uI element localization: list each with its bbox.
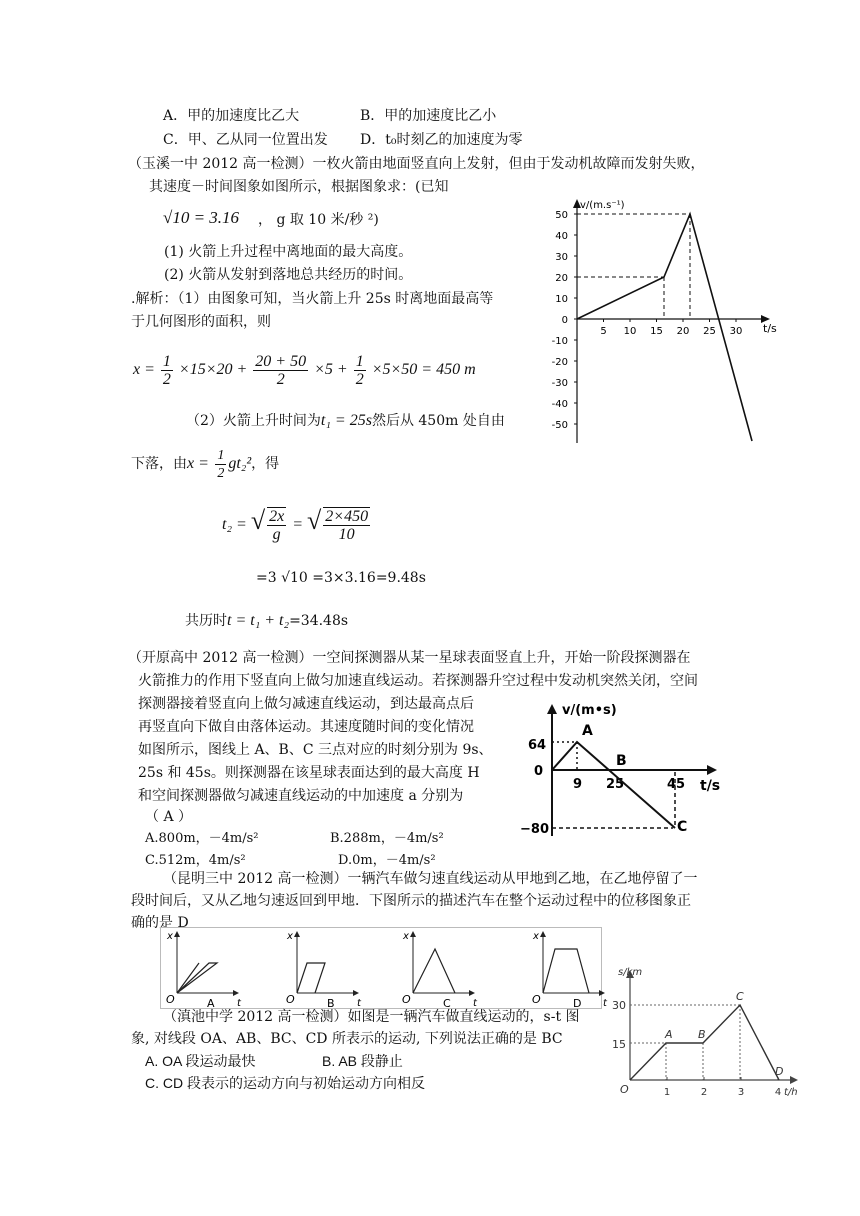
q4-graph-x-label: x (403, 931, 409, 942)
chart3-origin: O (620, 1083, 629, 1096)
chart1-xtick-label: 25 (703, 326, 716, 337)
q3-line7: 和空间探测器做匀减速直线运动的中加速度 a 分别为 (138, 788, 464, 804)
q3-line4: 再竖直向下做自由落体运动。其速度随时间的变化情况 (138, 719, 474, 735)
q2-line2: 其速度－时间图象如图所示，根据图象求：(已知 (149, 179, 449, 195)
q3-line1: （开原高中 2012 高一检测）一空间探测器从某一星球表面竖直上升，开始一阶段探测器在 (128, 650, 691, 666)
q2-equation-x: x = $\frac{1}{2}$ ×15×20 + $\frac{20 + 50}{2}$ ×5 + $\frac{1}{2}$ ×5×50 = 450 m (133, 352, 476, 388)
q3-option-c: C.512m，4m/s² (145, 853, 246, 868)
chart1-ytick-label: 0 (561, 315, 568, 326)
chart3-xtick-label: 4 (774, 1087, 782, 1098)
chart1-ytick-label: 20 (555, 273, 568, 284)
chart1-ytick-label: -50 (551, 420, 568, 431)
q4-graph-origin: O (166, 993, 175, 1006)
q2-ask2: (2) 火箭从发射到落地总共经历的时间。 (164, 267, 413, 283)
chart3-xtick-label: 2 (700, 1087, 708, 1098)
chart1-ytick-label: 40 (555, 231, 568, 242)
point-b-label: B (616, 753, 627, 769)
q3-line2: 火箭推力的作用下竖直向上做匀加速直线运动。若探测器升空过程中发动机突然关闭，空间 (138, 673, 698, 689)
q5-line1: （滇池中学 2012 高一检测）如图是一辆汽车做直线运动的，s-t 图 (163, 1009, 580, 1025)
q1-option-d: D．t₀时刻乙的加速度为零 (360, 132, 523, 148)
q5-option-c: C. CD 段表示的运动方向与初始运动方向相反 (145, 1075, 425, 1091)
chart2-tick-0: 0 (534, 764, 544, 779)
q4-graph-line (413, 949, 455, 993)
car-st-chart (612, 965, 802, 1099)
chart2-tick-64: 64 (528, 738, 547, 753)
q4-graph-line (297, 963, 325, 993)
chart1-ytick-label: -30 (551, 378, 568, 389)
q4-graph-origin: O (402, 993, 411, 1006)
q2-total-time: 共历时t = t₁ + t₂=34.48s (185, 612, 349, 629)
chart2-ylabel: v/(m•s) (562, 703, 617, 718)
q5-option-a: A. OA 段运动最快 (145, 1053, 256, 1069)
chart3-tick-30: 30 (612, 999, 626, 1012)
q3-option-b: B.288m，－4m/s² (330, 831, 444, 846)
q3-line3: 探测器接着竖直向上做匀减速直线运动，到达最高点后 (138, 696, 474, 712)
q4-graph-line (543, 949, 589, 993)
chart1-ytick-label: -10 (551, 336, 568, 347)
q4-graph-t-label: t (473, 998, 477, 1009)
q4-graph-t-label: t (237, 998, 241, 1009)
probe-vt-chart (520, 700, 720, 840)
q4-line2: 段时间后，又从乙地匀速返回到甲地．下图所示的描述汽车在整个运动过程中的位移图象正 (131, 893, 691, 909)
chart1-xtick-label: 15 (650, 326, 663, 337)
q5-line2: 象, 对线段 OA、AB、BC、CD 所表示的运动, 下列说法正确的是 BC (131, 1031, 563, 1047)
q4-graph-line (177, 963, 199, 993)
q2-line1: （玉溪一中 2012 高一检测）一枚火箭由地面竖直向上发射，但由于发动机故障而发射失败， (128, 156, 705, 172)
q4-graph-x-label: x (533, 931, 539, 942)
chart2-tick-45: 45 (667, 777, 686, 792)
q4-graph-x-label: x (287, 931, 293, 942)
q4-graph-x-label: x (167, 931, 173, 942)
chart2-tick-minus80: −80 (520, 822, 549, 837)
q2-sol1: .解析：（1）由图象可知，当火箭上升 25s 时离地面最高等 (131, 291, 494, 307)
chart2-xlabel: t/s (700, 778, 721, 794)
chart1-xlabel: t/s (763, 322, 777, 335)
q1-option-b: B．甲的加速度比乙小 (360, 108, 497, 124)
q4-graph-t-label: t (603, 998, 607, 1009)
q3-line5: 如图所示，图线上 A、B、C 三点对应的时刻分别为 9s、 (138, 742, 493, 758)
q5-option-b: B. AB 段静止 (322, 1053, 403, 1069)
q2-sol3: （2）火箭上升时间为t₁ = 25s然后从 450m 处自由 (186, 412, 505, 429)
chart3-xtick-label: 3 (737, 1087, 745, 1098)
q4-graph-option-label: A (207, 997, 215, 1010)
displacement-options-figure (160, 927, 607, 1010)
q4-line1: （昆明三中 2012 高一检测）一辆汽车做匀速直线运动从甲地到乙地，在乙地停留了一 (163, 871, 698, 887)
point-d-label: D (775, 1065, 784, 1078)
chart1-ytick-label: 50 (555, 210, 568, 221)
point-b-label: B (698, 1028, 706, 1041)
q3-answer: （ A ） (145, 809, 193, 825)
q4-graph-t-label: t (357, 998, 361, 1009)
point-a-label: A (665, 1028, 673, 1041)
chart1-xtick-label: 10 (623, 326, 637, 337)
point-c-label: C (677, 819, 688, 835)
q3-line6: 25s 和 45s。则探测器在该星球表面达到的最大高度 H (138, 765, 480, 781)
q2-sol2: 于几何图形的面积，则 (131, 314, 271, 330)
q3-option-d: D.0m，－4m/s² (338, 853, 436, 868)
q4-graph-line (177, 963, 217, 993)
q2-t2-equation: t₂ = √ $\frac{2x}{g}$ = √ $\frac{2\times 450}{10}$ (222, 506, 369, 544)
q4-graph-option-label: C (443, 997, 451, 1010)
chart2-tick-25: 25 (606, 777, 625, 792)
q4-graph-option-label: B (327, 997, 335, 1010)
q1-option-a: A．甲的加速度比乙大 (163, 108, 300, 124)
q2-g-given: ， g 取 10 米/秒 ²) (258, 212, 379, 228)
chart1-xtick-label: 5 (600, 326, 607, 337)
chart1-ytick-label: 10 (555, 294, 568, 305)
q2-sol4: 下落，由x = $\frac{1}{2}$ gt₂²，得 (131, 447, 280, 481)
chart2-tick-9: 9 (573, 777, 583, 792)
chart3-xtick-label: 1 (663, 1087, 671, 1098)
rocket-vt-chart (540, 195, 777, 445)
point-a-label: A (582, 723, 593, 739)
point-c-label: C (736, 990, 744, 1003)
chart3-xlabel: t/h (784, 1087, 798, 1098)
q2-ask1: (1) 火箭上升过程中离地面的最大高度。 (164, 244, 413, 260)
q2-sqrt-given: √10 = 3.16 (163, 208, 240, 227)
car-displacement-line (630, 1005, 779, 1080)
q4-graph-origin: O (286, 993, 295, 1006)
q4-line3: 确的是 D (131, 915, 189, 931)
chart3-ylabel: s/km (618, 967, 643, 978)
chart1-xtick-label: 20 (676, 326, 690, 337)
chart1-ylabel: v/(m.s⁻¹) (580, 200, 625, 211)
chart3-tick-15: 15 (612, 1038, 626, 1051)
q4-graph-option-label: D (573, 997, 582, 1010)
chart1-ytick-label: -40 (551, 399, 568, 410)
q2-t2-result: =3 √10 =3×3.16=9.48s (256, 570, 426, 586)
q3-option-a: A.800m，－4m/s² (145, 831, 259, 846)
chart1-ytick-label: 30 (555, 252, 568, 263)
chart1-xtick-label: 30 (729, 326, 743, 337)
q1-option-c: C．甲、乙从同一位置出发 (163, 132, 328, 148)
q4-graph-origin: O (532, 993, 541, 1006)
chart1-ytick-label: -20 (551, 357, 568, 368)
